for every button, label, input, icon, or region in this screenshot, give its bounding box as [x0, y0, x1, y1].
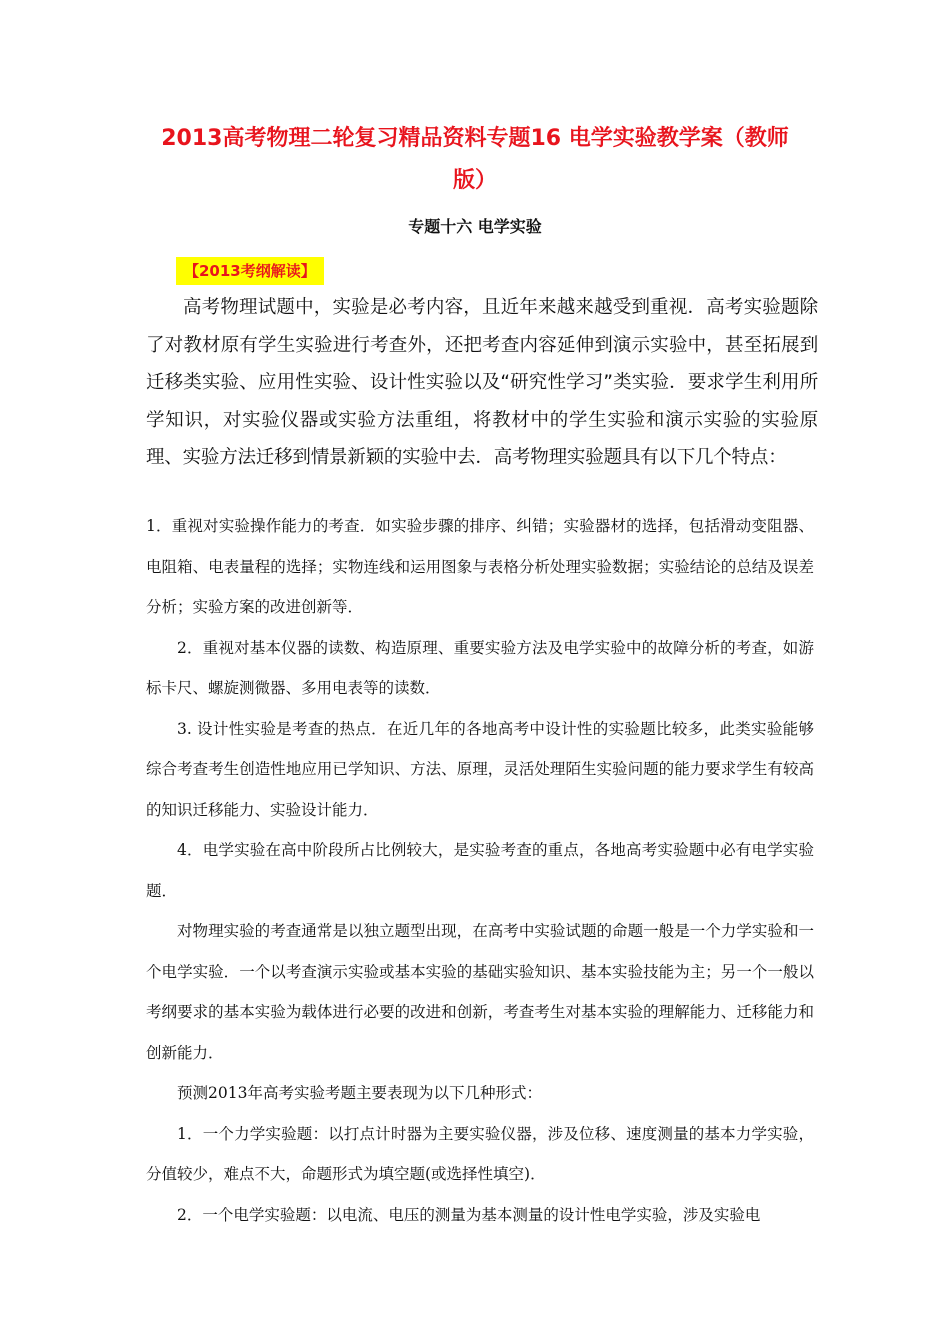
section-badge: 【2013考纲解读】 — [176, 257, 324, 285]
paragraph-prediction-2: 2．一个电学实验题：以电流、电压的测量为基本测量的设计性电学实验，涉及实验电 — [177, 1205, 761, 1224]
section-subtitle: 专题十六 电学实验 — [408, 217, 542, 236]
paragraph-item-4: 4．电学实验在高中阶段所占比例较大，是实验考查的重点，各地高考实验题中必有电学实验题． — [146, 841, 814, 900]
paragraph-prediction: 预测2013年高考实验考题主要表现为以下几种形式： — [177, 1084, 542, 1102]
document-title: 2013高考物理二轮复习精品资料专题16 电学实验教学案（教师版） — [161, 126, 789, 193]
paragraph-item-2: 2．重视对基本仪器的读数、构造原理、重要实验方法及电学实验中的故障分析的考查，如游标卡尺、螺旋测微器、多用电表等的读数． — [146, 638, 814, 697]
body-text — [146, 506, 814, 1235]
paragraph-item-1: 1．重视对实验操作能力的考查．如实验步骤的排序、纠错；实验器材的选择，包括滑动变阻器、电阻箱、电表量程的选择；实物连线和运用图象与表格分析处理实验数据；实验结论的总结及误差分析；实验方案的改进创新等． — [146, 517, 814, 616]
intro-block — [146, 289, 818, 477]
paragraph-item-3: 3. 设计性实验是考查的热点．在近几年的各地高考中设计性的实验题比较多，此类实验能够综合考查考生创造性地应用已学知识、方法、原理，灵活处理陌生实验问题的能力要求学生有较高的知识迁移能力、实验设计能力． — [146, 719, 814, 819]
intro-paragraph: 高考物理试题中，实验是必考内容，且近年来越来越受到重视．高考实验题除了对教材原有学生实验进行考查外，还把考查内容延伸到演示实验中，甚至拓展到迁移类实验、应用性实验、设计性实验以及“研究性学习”类实验．要求学生利用所学知识，对实验仪器或实验方法重组，将教材中的学生实验和演示实验的实验原理、实验方法迁移到情景新颖的实验中去．高考物理实验题具有以下几个特点： — [146, 297, 818, 468]
paragraph-exam-structure: 对物理实验的考查通常是以独立题型出现，在高考中实验试题的命题一般是一个力学实验和一个电学实验．一个以考查演示实验或基本实验的基础实验知识、基本实验技能为主；另一个一般以考纲要求的基本实验为载体进行必要的改进和创新，考查考生对基本实验的理解能力、迁移能力和创新能力． — [146, 922, 814, 1062]
paragraph-prediction-1: 1．一个力学实验题：以打点计时器为主要实验仪器，涉及位移、速度测量的基本力学实验，分值较少，难点不大，命题形式为填空题(或选择性填空)． — [146, 1124, 814, 1183]
